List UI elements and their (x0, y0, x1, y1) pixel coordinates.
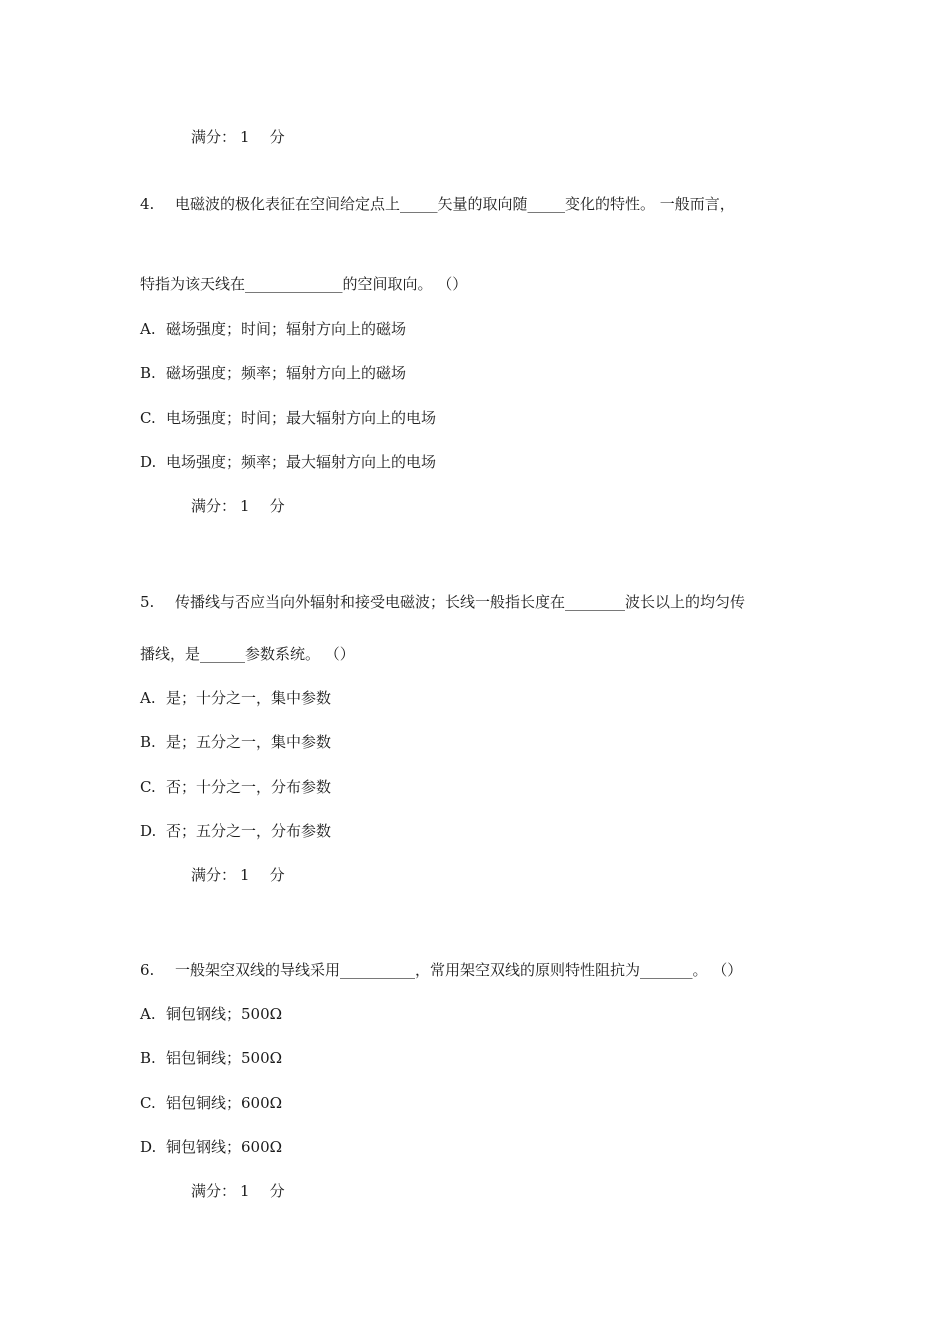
question-6-line-1 (140, 960, 742, 980)
option-b (140, 363, 406, 383)
question-4-line-1 (140, 194, 735, 214)
option-letter: A. (140, 689, 156, 707)
score-unit: 分 (269, 866, 285, 884)
score-value: 1 (240, 497, 250, 515)
option-d (140, 1137, 282, 1157)
option-text: 否；五分之一，分布参数 (166, 822, 332, 840)
question-text: 特指为该天线在_____________的空间取向。 （） (140, 275, 468, 293)
score-unit: 分 (269, 128, 285, 146)
question-text: 电磁波的极化表征在空间给定点上_____矢量的取向随_____变化的特性。 一般而言， (175, 195, 735, 213)
score-line (191, 127, 285, 147)
question-number: 6. (140, 961, 155, 979)
option-letter: A. (140, 1005, 156, 1023)
option-letter: C. (140, 1094, 156, 1112)
score-line (191, 496, 285, 516)
option-letter: C. (140, 409, 156, 427)
question-text: 传播线与否应当向外辐射和接受电磁波；长线一般指长度在________波长以上的均匀传 (175, 593, 746, 611)
score-unit: 分 (269, 497, 285, 515)
score-line (191, 865, 285, 885)
score-label: 满分： (191, 497, 237, 515)
option-text: 是；五分之一，集中参数 (166, 733, 332, 751)
option-letter: D. (140, 453, 157, 471)
option-b (140, 1048, 282, 1068)
option-letter: A. (140, 320, 156, 338)
option-text: 铜包钢线；600Ω (166, 1138, 283, 1156)
option-letter: D. (140, 1138, 157, 1156)
question-text: 一般架空双线的导线采用__________，常用架空双线的原则特性阻抗为_______。 （） (175, 961, 743, 979)
option-text: 电场强度；频率；最大辐射方向上的电场 (166, 453, 437, 471)
score-label: 满分： (191, 1182, 237, 1200)
option-c (140, 777, 331, 797)
option-d (140, 821, 331, 841)
question-number: 4. (140, 195, 155, 213)
option-text: 是；十分之一，集中参数 (166, 689, 332, 707)
score-value: 1 (240, 128, 250, 146)
option-b (140, 732, 331, 752)
score-label: 满分： (191, 128, 237, 146)
option-letter: C. (140, 778, 156, 796)
score-value: 1 (240, 866, 250, 884)
option-letter: B. (140, 364, 156, 382)
option-d (140, 452, 436, 472)
option-letter: D. (140, 822, 157, 840)
option-a (140, 688, 331, 708)
question-4-line-2 (140, 274, 467, 294)
score-label: 满分： (191, 866, 237, 884)
question-number: 5. (140, 593, 155, 611)
question-5-line-2 (140, 644, 355, 664)
option-text: 铝包铜线；500Ω (166, 1049, 283, 1067)
question-5-line-1 (140, 592, 745, 612)
score-value: 1 (240, 1182, 250, 1200)
option-c (140, 408, 436, 428)
option-text: 否；十分之一，分布参数 (166, 778, 332, 796)
option-a (140, 1004, 282, 1024)
option-letter: B. (140, 733, 156, 751)
score-line (191, 1181, 285, 1201)
option-text: 磁场强度；频率；辐射方向上的磁场 (166, 364, 407, 382)
option-c (140, 1093, 282, 1113)
score-unit: 分 (269, 1182, 285, 1200)
option-text: 电场强度；时间；最大辐射方向上的电场 (166, 409, 437, 427)
option-text: 磁场强度；时间；辐射方向上的磁场 (166, 320, 407, 338)
option-text: 铝包铜线；600Ω (166, 1094, 283, 1112)
option-text: 铜包钢线；500Ω (166, 1005, 283, 1023)
option-letter: B. (140, 1049, 156, 1067)
option-a (140, 319, 406, 339)
question-text: 播线，是______参数系统。 （） (140, 645, 355, 663)
